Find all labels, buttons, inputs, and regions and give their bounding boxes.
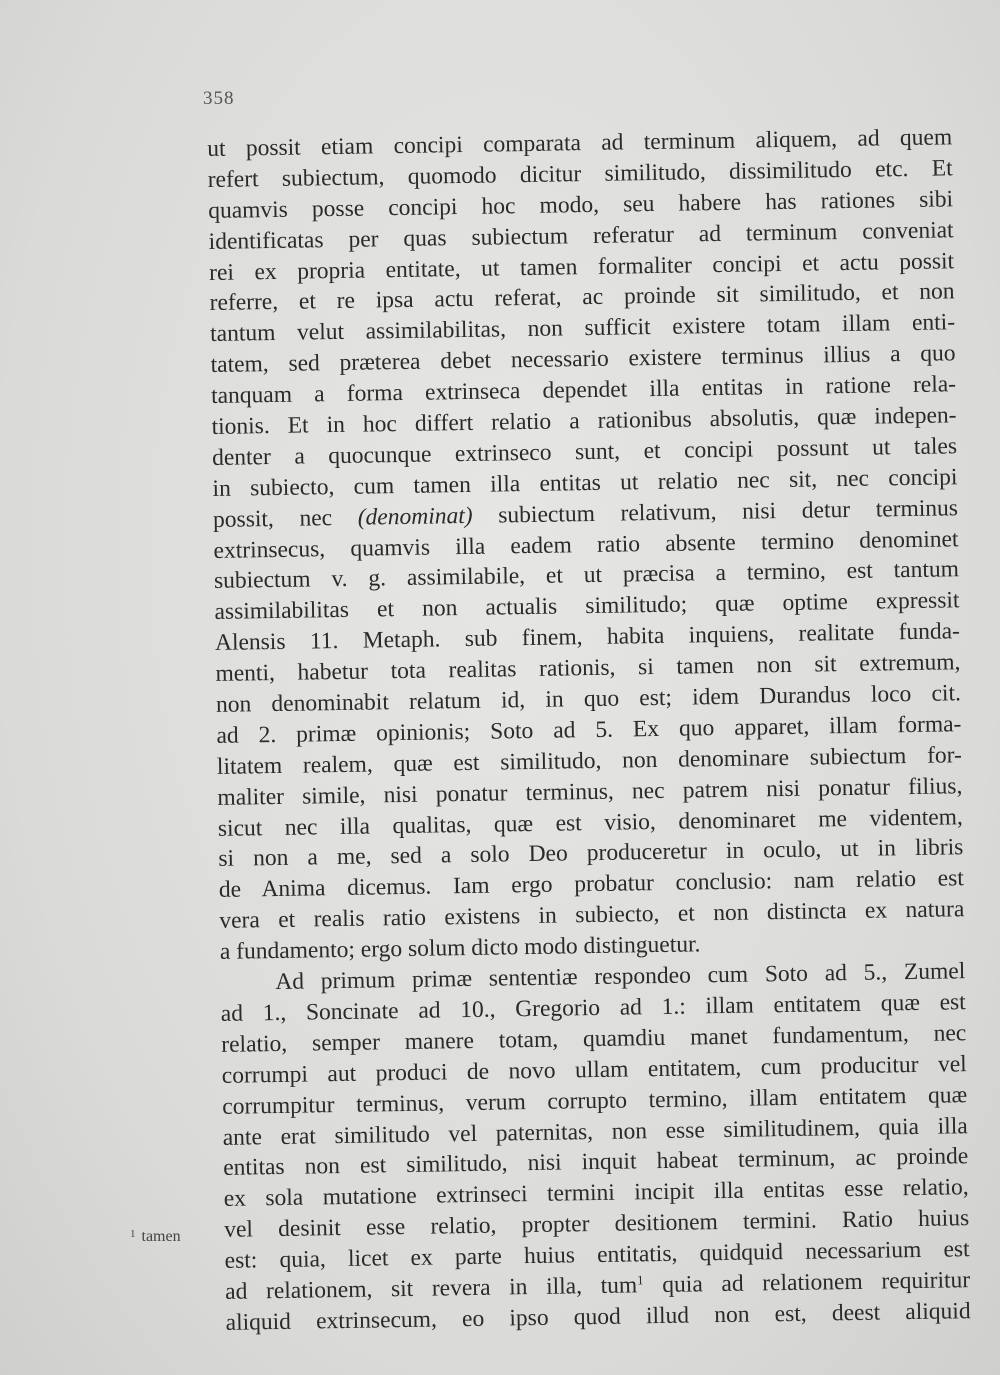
text-line: ut possit etiam concipi comparata ad terminum aliquem, ad quem xyxy=(207,124,953,162)
text-line: subiectum v. g. assimilabile, et ut præcisa a termino, est tantum xyxy=(213,556,960,595)
text-line: assimilabilitas et non actualis similitudo; quæ optime expressit xyxy=(214,587,960,626)
text-line: tionis. Et in hoc differt relatio a rationibus absolutis, quæ indepen- xyxy=(211,402,957,440)
text-line: litatem realem, quæ est similitudo, non denominare subiectum for- xyxy=(216,742,963,780)
margin-note xyxy=(130,1228,181,1246)
paragraph-start-line: Ad primum primæ sententiæ respondeo cum Soto ad 5., Zumel xyxy=(275,958,966,996)
text-line: est: quia, licet ex parte huius entitatis, quidquid necessarium est xyxy=(224,1236,970,1274)
text-line: extrinsecus, quamvis illa eadem ratio absente termino denominet xyxy=(213,525,959,564)
text-line: referre, et re ipsa actu referat, ac proinde sit similitudo, et non xyxy=(209,278,955,317)
text-line: ad 2. primæ opinionis; Soto ad 5. Ex quo apparet, illam forma- xyxy=(216,711,962,749)
text-line: denter a quocunque extrinseco sunt, et concipi possunt ut tales xyxy=(211,433,958,471)
text-line: tantum velut assimilabilitas, non sufficit existere totam illam enti- xyxy=(209,309,956,348)
text-line: ante erat similitudo vel paternitas, non esse similitudinem, quia illa xyxy=(222,1112,968,1151)
text-line: quamvis posse concipi hoc modo, seu habere has rationes sibi xyxy=(208,186,954,224)
text-line: menti, habetur tota realitas rationis, si tamen non sit extremum, xyxy=(215,649,961,688)
text-line: ad 1., Soncinate ad 10., Gregorio ad 1.: illam entitatem quæ est xyxy=(220,989,966,1027)
italic-term: (denominat) xyxy=(357,502,473,531)
text-line: refert subiectum, quomodo dicitur similitudo, dissimilitudo etc. Et xyxy=(207,155,953,193)
margin-note-marker: 1 xyxy=(130,1228,136,1240)
margin-note-text: tamen xyxy=(141,1228,181,1245)
body-text xyxy=(207,122,971,1338)
text-line: in subiecto, cum tamen illa entitas ut relatio nec sit, nec concipi xyxy=(212,464,958,502)
paragraph-end-line: a fundamento; ergo solum dicto modo distinguetur. xyxy=(219,931,701,966)
text-line: de Anima dicemus. Iam ergo probatur conclusio: nam relatio est xyxy=(218,865,964,904)
text-line: relatio, semper manere totam, quamdiu manet fundamentum, nec xyxy=(221,1020,967,1058)
text-line: aliquid extrinsecum, eo ipso quod illud non est, deest aliquid xyxy=(225,1297,971,1336)
text-line: corrumpitur terminus, verum corrupto termino, illam entitatem quæ xyxy=(222,1081,968,1120)
text-line: sicut nec illa qualitas, quæ est visio, denominaret me videntem, xyxy=(217,803,964,842)
footnote-marker: 1 xyxy=(636,1272,644,1288)
text-line: si non a me, sed a solo Deo produceretur in oculo, ut in libris xyxy=(218,834,964,873)
text-line: corrumpi aut produci de novo ullam entitatem, cum producitur vel xyxy=(221,1050,967,1089)
text-line: non denominabit relatum id, in quo est; idem Durandus loco cit. xyxy=(215,680,962,718)
text-line: Alensis 11. Metaph. sub finem, habita inquiens, realitate funda- xyxy=(214,618,961,657)
text-segment: quia ad relationem requiritur xyxy=(643,1267,971,1299)
text-line: tanquam a forma extrinseca dependet illa entitas in ratione rela- xyxy=(210,371,957,410)
text-segment: subiectum relativum, nisi detur terminus xyxy=(472,494,959,529)
text-line: maliter simile, nisi ponatur terminus, nec patrem nisi ponatur filius, xyxy=(217,772,963,811)
text-line: rei ex propria entitate, ut tamen formaliter concipi et actu possit xyxy=(208,247,955,286)
text-segment: ad relationem, sit revera in illa, tum xyxy=(224,1272,638,1305)
text-line: identificatas per quas subiectum referatur ad terminum conveniat xyxy=(208,216,954,255)
text-line: ex sola mutatione extrinseci termini incipit illa entitas esse relatio, xyxy=(223,1174,969,1213)
text-line: vera et realis ratio existens in subiecto, et non distincta ex natura xyxy=(219,896,965,935)
page-number: 358 xyxy=(203,88,235,109)
text-line: vel desinit esse relatio, propter desitionem termini. Ratio huius xyxy=(224,1205,970,1244)
text-line: entitas non est similitudo, nisi inquit habeat terminum, ac proinde xyxy=(223,1143,969,1182)
text-segment: possit, nec xyxy=(212,504,358,533)
text-line: tatem, sed præterea debet necessario existere terminus illius a quo xyxy=(210,340,956,379)
